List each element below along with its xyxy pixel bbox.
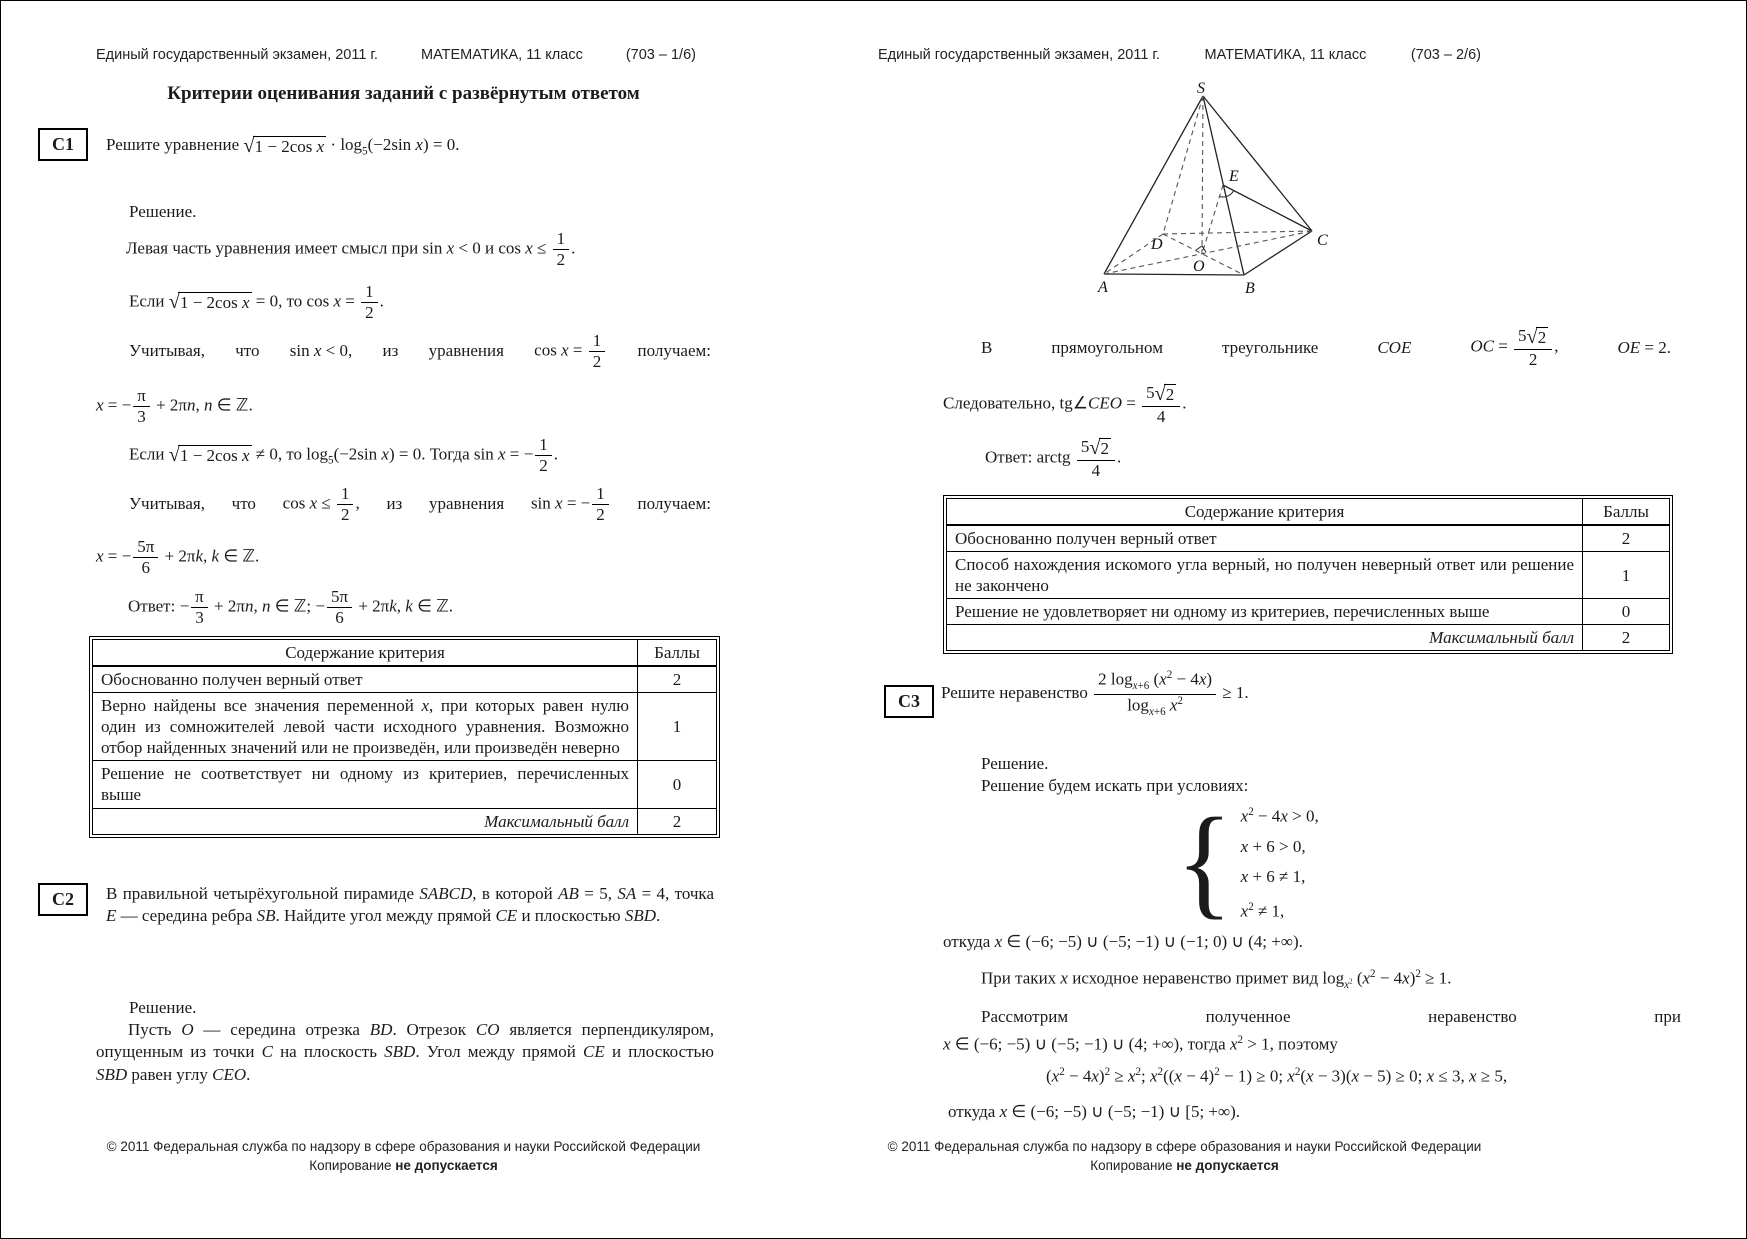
table-footer-row [947,625,1670,651]
table-header-row [93,640,717,667]
condition-4: $x^2 \ne 1$, [1240,900,1285,921]
c2-solution-body: Пусть O — середина отрезка BD. Отрезок CO является перпендикуляром, опущенным из точки C на плоскость SBD. Угол между прямой CE и плоскостью SBD равен углу CEO. [96,1020,714,1084]
c1-solution-line-6: Учитывая, что cos x ≤ $\frac{1}{2}$ , из уравнения sin x = − $\frac{1}{2}$ получаем: [129,484,711,524]
vertex-label-E: E [1229,168,1239,185]
header-page-code: (703 – 1/6) [625,47,696,63]
table-row [93,666,717,693]
table-footer-row [93,808,717,834]
c1-solution-heading: Решение. [129,202,197,221]
c1-solution-line-7: x = − $\frac{5\pi}{6}$ + 2πk, k ∈ ℤ. [96,537,260,577]
vertex-label-D: D [1151,236,1163,253]
max-score-value: 2 [1583,625,1670,651]
c3-solution-line-2: При таких x исходное неравенство примет вид $\log_{x^2} (x^2 - 4x)^2 \ge 1$. [981,968,1452,992]
c3-conditions-intro: Решение будем искать при условиях: [981,776,1249,795]
c1-solution-line-4: x = − $\frac{\pi}{3}$ + 2πn, n ∈ ℤ. [96,386,253,426]
c1-problem: Решите уравнение √ 1 − 2cos x · $\log_5(-2\sin$ x) = 0. [106,135,460,158]
task-c1-label: C1 [38,128,88,161]
c3-solution-line-3: Рассмотрим полученное неравенство при [981,1007,1681,1026]
header-exam-name: Единый государственный экзамен, 2011 г. [878,47,1160,63]
table-row [947,525,1670,552]
criterion-score: 2 [638,666,717,693]
header-subject: МАТЕМАТИКА, 11 класс [1204,47,1367,63]
table-row [93,761,717,808]
table-header-row [947,499,1670,526]
c3-solution-line-4: x ∈ (−6; −5) ∪ (−5; −1) ∪ (4; +∞), тогда $x^2 > 1$, поэтому [943,1034,1338,1054]
criteria-column-header: Содержание критерия [93,640,638,667]
task-c3-label: C3 [884,685,934,718]
max-score-label: Максимальный балл [93,808,638,834]
page-footer [91,1137,716,1175]
c3-solution-line-1: откуда x ∈ (−6; −5) ∪ (−5; −1) ∪ (−1; 0) ∪ (4; +∞). [943,932,1303,951]
footer-copyright: © 2011 Федеральная служба по надзору в сфере образования и науки Российской Федерации [887,1139,1482,1154]
vertex-label-A: A [1098,279,1108,296]
table-row [947,552,1670,599]
angle-mark-at-E [1220,191,1234,198]
max-score-label: Максимальный балл [947,625,1583,651]
c2-problem: В правильной четырёхугольной пирамиде SABCD, в которой AB = 5, SA = 4, точка E — середина ребра SB. Найдите угол между прямой CE и плоскостью SBD. [106,884,714,926]
footer-copy-warning: Копирование не допускается [309,1158,498,1173]
c1-solution-line-1: Левая часть уравнения имеет смысл при sin x < 0 и cos x ≤ $\frac{1}{2}$ . [126,229,576,269]
criterion-text: Обоснованно получен верный ответ [947,525,1583,552]
table-row [947,599,1670,625]
criterion-score: 0 [1583,599,1670,625]
c2-solution-line-1: В прямоугольном треугольнике COE OC = 5 √ 2 2 , OE = 2. [981,326,1671,369]
vertex-label-B: B [1245,280,1255,297]
header-exam-name: Единый государственный экзамен, 2011 г. [96,47,378,63]
header-subject: МАТЕМАТИКА, 11 класс [420,47,583,63]
footer-copyright: © 2011 Федеральная служба по надзору в сфере образования и науки Российской Федерации [106,1139,701,1154]
page-header [96,47,696,63]
criterion-text: Обоснованно получен верный ответ [93,666,638,693]
vertex-label-O: O [1193,258,1205,275]
footer-copy-warning: Копирование не допускается [1090,1158,1279,1173]
c3-solution-line-6: откуда x ∈ (−6; −5) ∪ (−5; −1) ∪ [5; +∞). [948,1102,1241,1121]
c3-problem: Решите неравенство $\frac{2 \log_{x+6} (x^2 - 4x)}{\log_{x+6} x^2}$ ≥ 1. [941,669,1249,718]
system-lines [1241,797,1319,926]
criterion-text: Решение не удовлетворяет ни одному из критериев, перечисленных выше [947,599,1583,625]
criterion-text: Способ нахождения искомого угла верный, но получен неверный ответ или решение не закончено [947,552,1583,599]
c1-solution-line-2: Если √ 1 − 2cos x = 0, то cos x = $\frac{1}{2}$ . [129,282,384,322]
condition-1: $x^2 - 4x > 0$, [1240,806,1319,826]
vertex-label-C: C [1317,232,1328,249]
criterion-score: 2 [1583,525,1670,552]
criterion-text: Решение не соответствует ни одному из критериев, перечисленных выше [93,761,638,808]
criteria-column-header: Содержание критерия [947,499,1583,526]
c1-solution-line-5: Если √ 1 − 2cos x ≠ 0, то $\log_5(-2\sin$ x) = 0. Тогда sin x = − $\frac{1}{2}$ . [129,435,558,475]
c2-solution-heading: Решение. [129,998,197,1017]
c3-solution-line-5: $(x^2 - 4x)^2 \ge x^2$; $x^2((x - 4)^2 - 1) \ge 0$; $x^2(x - 3)(x - 5) \ge 0$; x ≤ 3, x ≥ 5, [1046,1066,1508,1086]
page-1 [52,1,721,1238]
document-title: Критерии оценивания заданий с развёрнутым ответом [167,83,640,104]
page-header [878,47,1481,63]
criterion-text: Верно найдены все значения переменной x, при которых равен нулю один из сомножителей левой части исходного уравнения. Возможно отбор найденных значений или не произведён, или произведён неверно [93,693,638,761]
score-column-header: Баллы [638,640,717,667]
condition-3: x + 6 ≠ 1, [1240,866,1306,886]
score-column-header: Баллы [1583,499,1670,526]
criterion-score: 0 [638,761,717,808]
system-brace: { [1176,792,1233,930]
vertex-label-S: S [1197,81,1205,97]
page-footer [878,1137,1491,1175]
pyramid-figure [1096,81,1336,313]
c3-condition-system [1176,792,1319,930]
condition-2: x + 6 > 0, [1240,836,1306,856]
c2-solution-line-2: Следовательно, tg∠CEO = 5 √ 2 4 . [943,383,1187,426]
c2-criteria-table [943,495,1673,654]
page-2 [878,1,1698,1238]
criterion-score: 1 [638,693,717,761]
criterion-score: 1 [1583,552,1670,599]
c2-answer: Ответ: arctg 5 √ 2 4 . [985,437,1122,480]
c3-solution-heading: Решение. [981,754,1049,773]
c1-answer: Ответ: − $\frac{\pi}{3}$ + 2πn, n ∈ ℤ; − $\frac{5\pi}{6}$ + 2πk, k ∈ ℤ. [128,587,454,627]
task-c2-label: C2 [38,883,88,916]
header-page-code: (703 – 2/6) [1410,47,1481,63]
c1-solution-line-3: Учитывая, что sin x < 0, из уравнения cos x = $\frac{1}{2}$ получаем: [129,331,711,371]
table-row [93,693,717,761]
c1-criteria-table [89,636,720,838]
max-score-value: 2 [638,808,717,834]
